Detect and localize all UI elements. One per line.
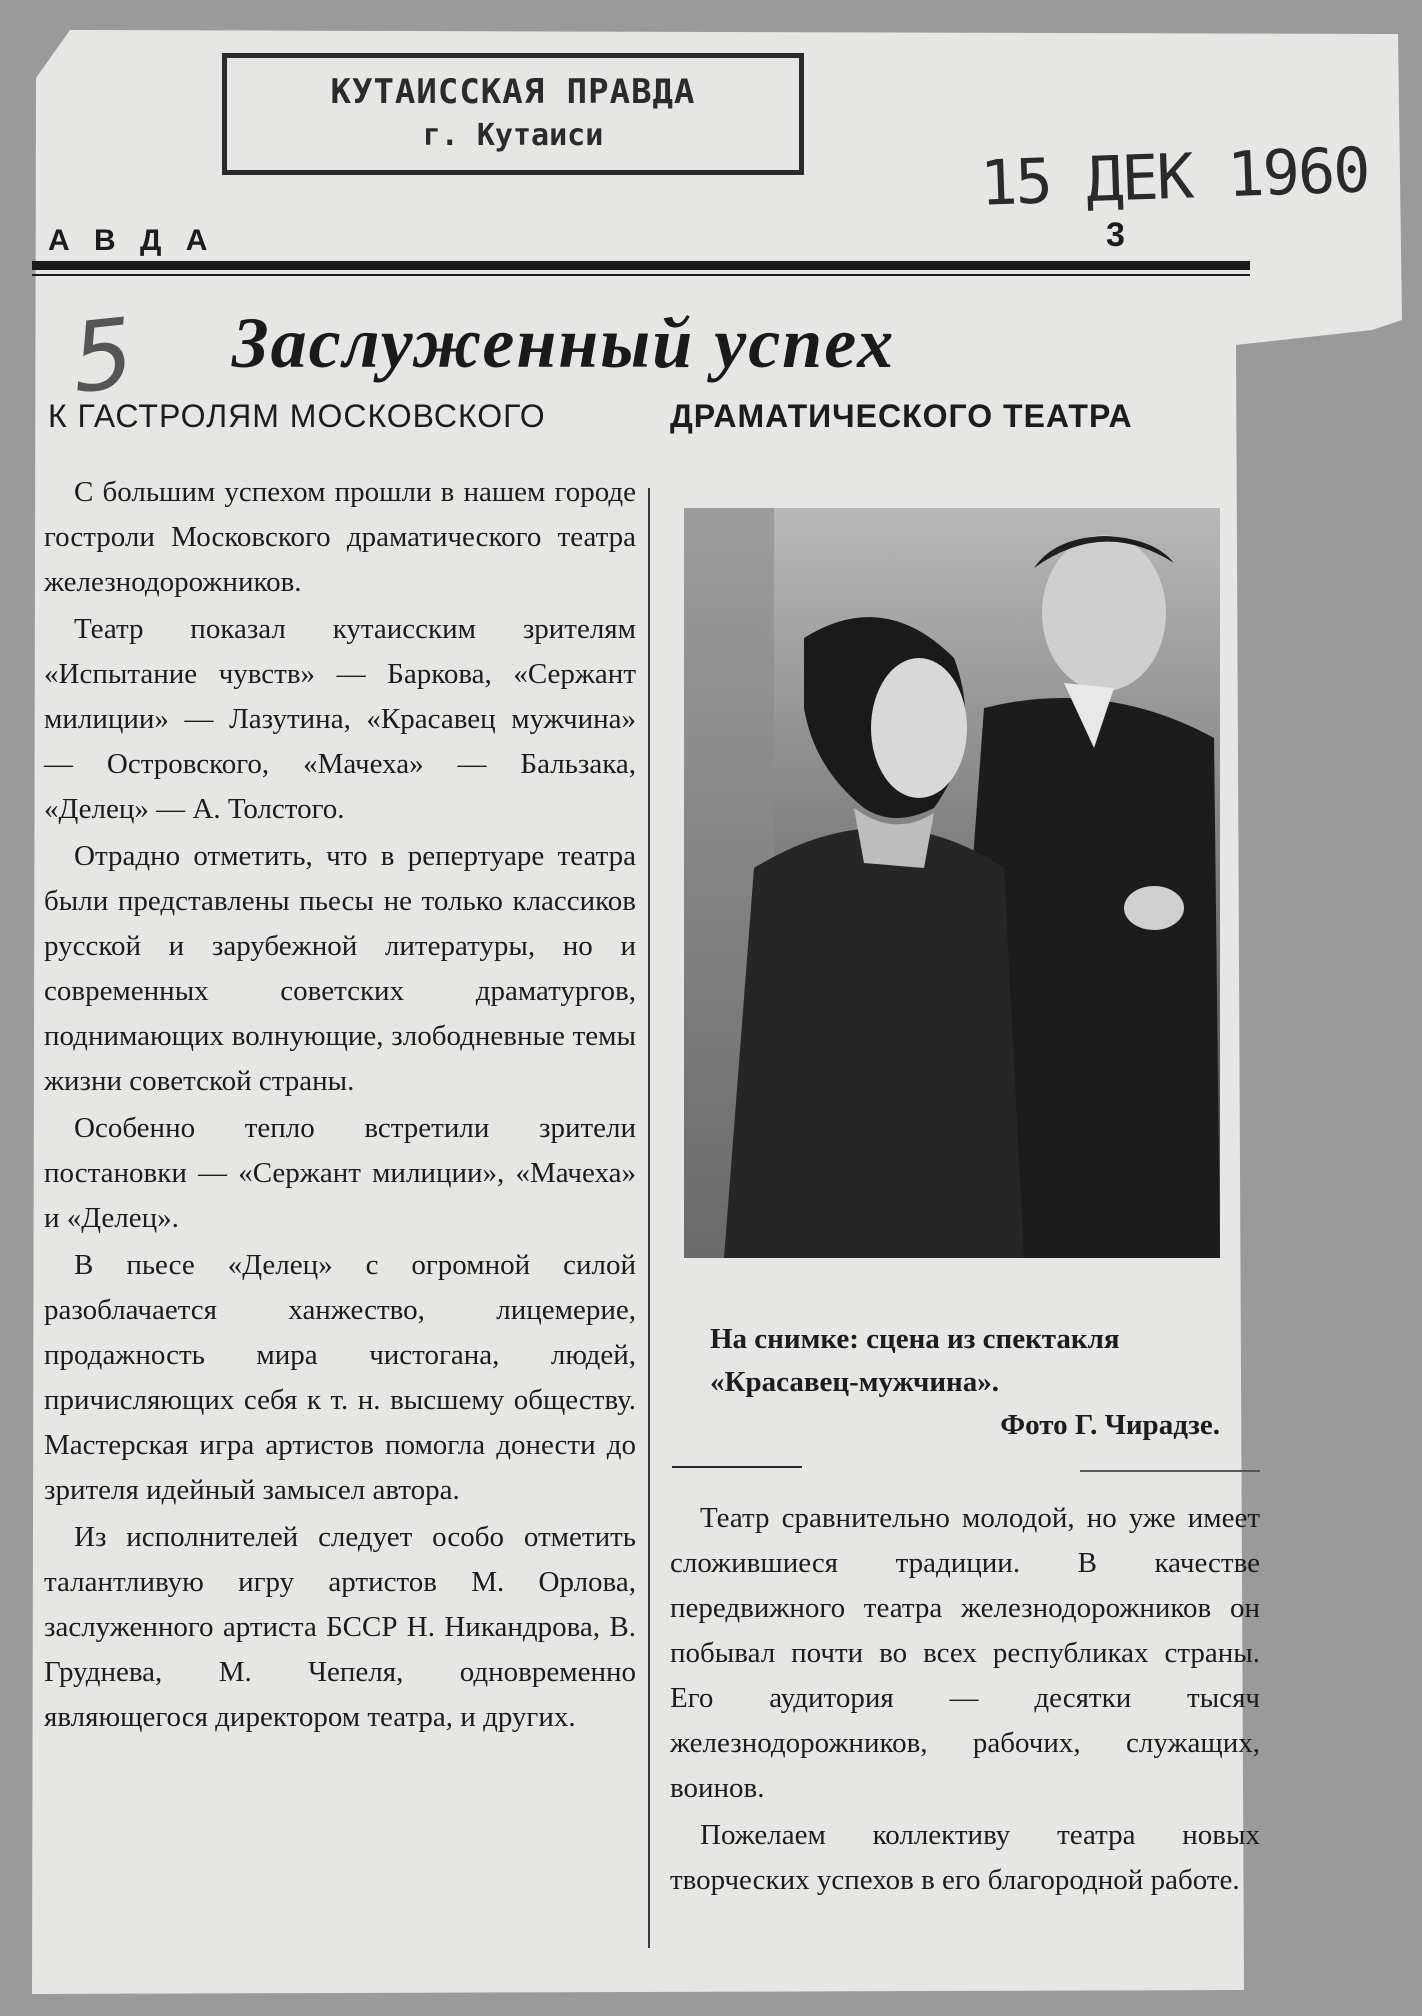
article-headline: Заслуженный успех	[232, 303, 896, 383]
right-column	[670, 1496, 1260, 1903]
paragraph: Театр показал кутаисским зрителям «Испытание чувств» — Баркова, «Сержант милиции» — Лазутина, «Красавец мужчина» — Островского, «Мачеха» — Бальзака, «Делец» — А. Толстого.	[44, 613, 636, 825]
photo-icon	[684, 508, 1220, 1258]
handwritten-number: 5	[66, 297, 139, 415]
stamp-city: г. Кутаиси	[422, 118, 604, 153]
paragraph: Пожелаем коллективу театра новых творческих успехов в его благородной работе.	[670, 1819, 1260, 1896]
subhead-right: ДРАМАТИЧЕСКОГО ТЕАТРА	[670, 398, 1133, 434]
paragraph: Театр сравнительно молодой, но уже имеет сложившиеся традиции. В качестве передвижного театра железнодорожников он побывал почти во всех республиках страны. Его аудитория — десятки тысяч железнодорожников, рабочих, служащих, воинов.	[670, 1502, 1260, 1804]
subhead-left: К ГАСТРОЛЯМ МОСКОВСКОГО	[48, 398, 546, 434]
masthead-fragment: А В Д А	[48, 224, 216, 257]
masthead-rule	[32, 261, 1250, 270]
paragraph: Особенно тепло встретили зрители постановки — «Сержант милиции», «Мачеха» и «Делец».	[44, 1112, 636, 1234]
paragraph: Отрадно отметить, что в репертуаре театра были представлены пьесы не только классиков русской и зарубежной литературы, но и современных советских драматургов, поднимающих волнующие, злободневные темы жизни советской страны.	[44, 840, 636, 1097]
left-column	[44, 470, 636, 1740]
theatre-scene-photo	[684, 508, 1220, 1258]
paragraph: В пьесе «Делец» с огромной силой разоблачается ханжество, лицемерие, продажность мира чистогана, людей, причисляющих себя к т. н. высшему обществу. Мастерская игра артистов помогла донести до зрителя идейный замысел автора.	[44, 1249, 636, 1506]
column-divider	[648, 488, 650, 1948]
caption-rule-right	[1080, 1470, 1260, 1472]
stamp-title: КУТАИССКАЯ ПРАВДА	[330, 72, 696, 112]
photo-caption	[710, 1318, 1250, 1447]
masthead-rule-thin	[32, 274, 1250, 276]
paragraph: Из исполнителей следует особо отметить талантливую игру артистов М. Орлова, заслуженного артиста БССР Н. Никандрова, В. Груднева, М. Чепеля, одновременно являющегося директором театра, и других.	[44, 1521, 636, 1733]
newspaper-name-stamp	[222, 53, 804, 175]
paragraph: С большим успехом прошли в нашем городе гостроли Московского драматического театра железнодорожников.	[44, 476, 636, 598]
date-stamp: 15 ДЕК 1960	[978, 133, 1370, 220]
photo-credit: Фото Г. Чирадзе.	[1000, 1409, 1220, 1441]
page-number: 3	[1106, 216, 1125, 254]
caption-text: На снимке: сцена из спектакля «Красавец-мужчина».	[710, 1323, 1120, 1398]
caption-rule	[672, 1466, 802, 1468]
